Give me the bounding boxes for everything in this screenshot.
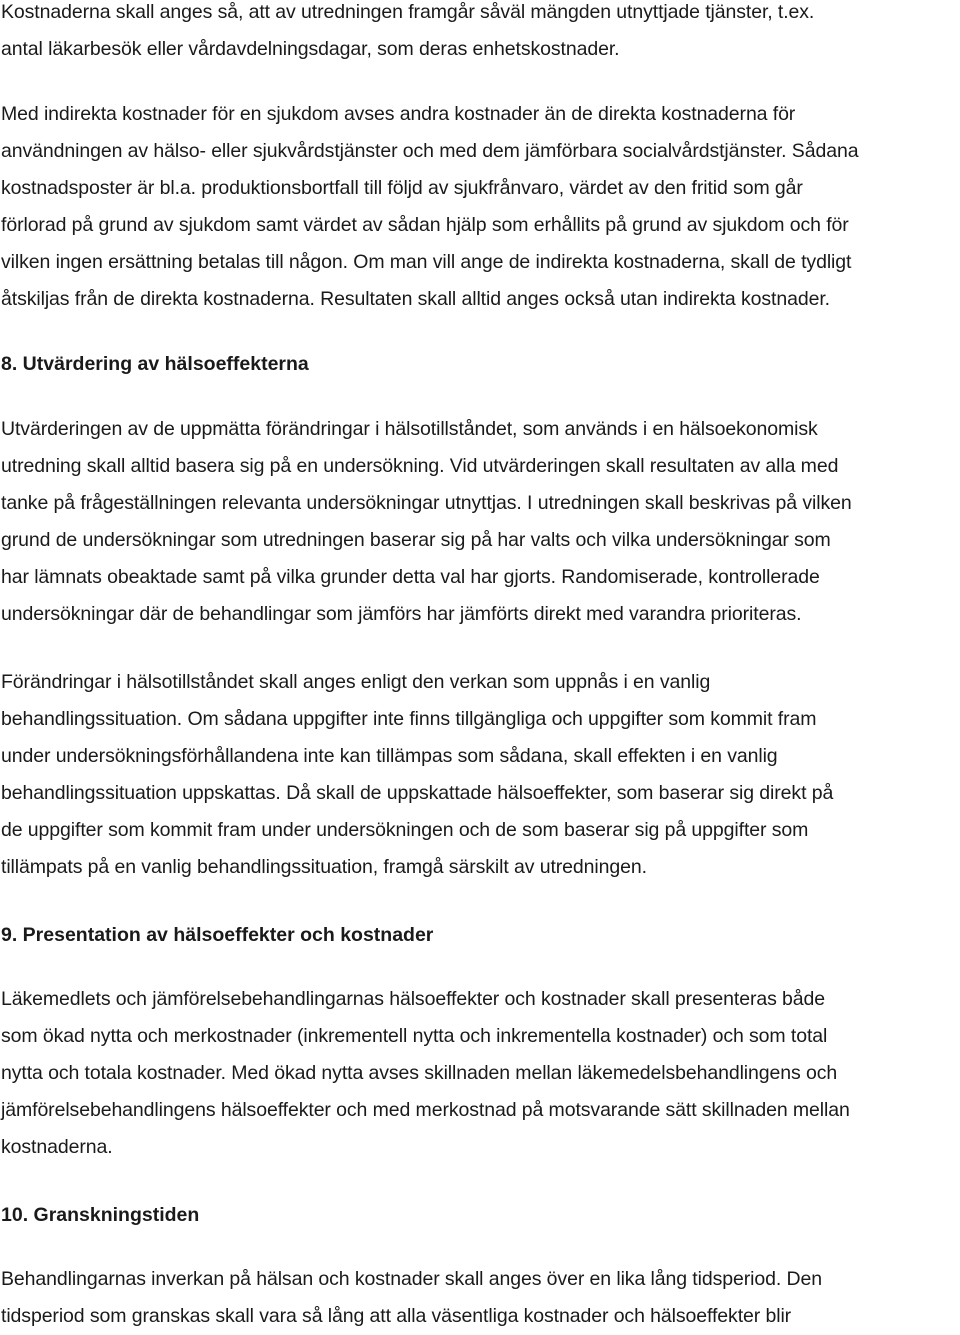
text-line: under undersökningsförhållandena inte kan tillämpas som sådana, skall effekten i en vanlig bbox=[1, 745, 778, 767]
text-line: har lämnats obeaktade samt på vilka grunder detta val har gjorts. Randomiserade, kontrollerade bbox=[1, 566, 820, 588]
text-line: utredning skall alltid basera sig på en undersökning. Vid utvärderingen skall resultaten av alla med bbox=[1, 455, 839, 477]
text-line: nytta och totala kostnader. Med ökad nytta avses skillnaden mellan läkemedelsbehandlingens och bbox=[1, 1062, 838, 1084]
text-line: undersökningar där de behandlingar som jämförs har jämförts direkt med varandra prioriteras. bbox=[1, 603, 802, 625]
text-line: Kostnaderna skall anges så, att av utredningen framgår såväl mängden utnyttjade tjänster, t.ex. bbox=[1, 1, 815, 23]
text-line: behandlingssituation uppskattas. Då skall de uppskattade hälsoeffekter, som baserar sig direkt på bbox=[1, 782, 834, 804]
paragraph-review-period bbox=[1, 1261, 822, 1335]
paragraph-cost-specification bbox=[1, 0, 814, 68]
section-heading-8: 8. Utvärdering av hälsoeffekterna bbox=[1, 353, 309, 375]
text-line: tidsperiod som granskas skall vara så lång att alla väsentliga kostnader och hälsoeffekter blir bbox=[1, 1305, 792, 1327]
paragraph-health-changes bbox=[1, 664, 833, 886]
paragraph-indirect-costs bbox=[1, 96, 858, 318]
text-line: Förändringar i hälsotillståndet skall anges enligt den verkan som uppnås i en vanlig bbox=[1, 671, 711, 693]
text-line: vilken ingen ersättning betalas till någon. Om man vill ange de indirekta kostnaderna, skall de tydligt bbox=[1, 251, 852, 273]
text-line: tanke på frågeställningen relevanta undersökningar utnyttjas. I utredningen skall beskrivas på vilken bbox=[1, 492, 852, 514]
text-line: de uppgifter som kommit fram under undersökningen och de som baserar sig på uppgifter som bbox=[1, 819, 809, 841]
text-line: Med indirekta kostnader för en sjukdom avses andra kostnader än de direkta kostnaderna för bbox=[1, 103, 796, 125]
text-line: tillämpats på en vanlig behandlingssituation, framgå särskilt av utredningen. bbox=[1, 856, 647, 878]
text-line: som ökad nytta och merkostnader (inkrementell nytta och inkrementella kostnader) och som total bbox=[1, 1025, 828, 1047]
text-line: behandlingssituation. Om sådana uppgifter inte finns tillgängliga och uppgifter som kommit fram bbox=[1, 708, 817, 730]
text-line: grund de undersökningar som utredningen baserar sig på har valts och vilka undersökningar som bbox=[1, 529, 831, 551]
text-line: åtskiljas från de direkta kostnaderna. Resultaten skall alltid anges också utan indirekta kostnader. bbox=[1, 288, 830, 310]
text-line: Utvärderingen av de uppmätta förändringar i hälsotillståndet, som används i en hälsoekonomisk bbox=[1, 418, 818, 440]
text-line: förlorad på grund av sjukdom samt värdet av sådan hjälp som erhållits på grund av sjukdom och för bbox=[1, 214, 849, 236]
text-line: Behandlingarnas inverkan på hälsan och kostnader skall anges över en lika lång tidsperiod. Den bbox=[1, 1268, 822, 1290]
text-line: kostnaderna. bbox=[1, 1136, 113, 1158]
paragraph-health-effects-evaluation bbox=[1, 411, 852, 633]
paragraph-presentation bbox=[1, 981, 850, 1166]
text-line: Läkemedlets och jämförelsebehandlingarnas hälsoeffekter och kostnader skall presenteras både bbox=[1, 988, 826, 1010]
text-line: kostnadsposter är bl.a. produktionsbortfall till följd av sjukfrånvaro, värdet av den fritid som går bbox=[1, 177, 803, 199]
section-heading-10: 10. Granskningstiden bbox=[1, 1204, 200, 1226]
text-line: jämförelsebehandlingens hälsoeffekter och med merkostnad på motsvarande sätt skillnaden mellan bbox=[1, 1099, 850, 1121]
text-line: användningen av hälso- eller sjukvårdstjänster och med dem jämförbara socialvårdstjänster. Sådana bbox=[1, 140, 859, 162]
text-line: antal läkarbesök eller vårdavdelningsdagar, som deras enhetskostnader. bbox=[1, 38, 620, 60]
section-heading-9: 9. Presentation av hälsoeffekter och kostnader bbox=[1, 924, 434, 946]
